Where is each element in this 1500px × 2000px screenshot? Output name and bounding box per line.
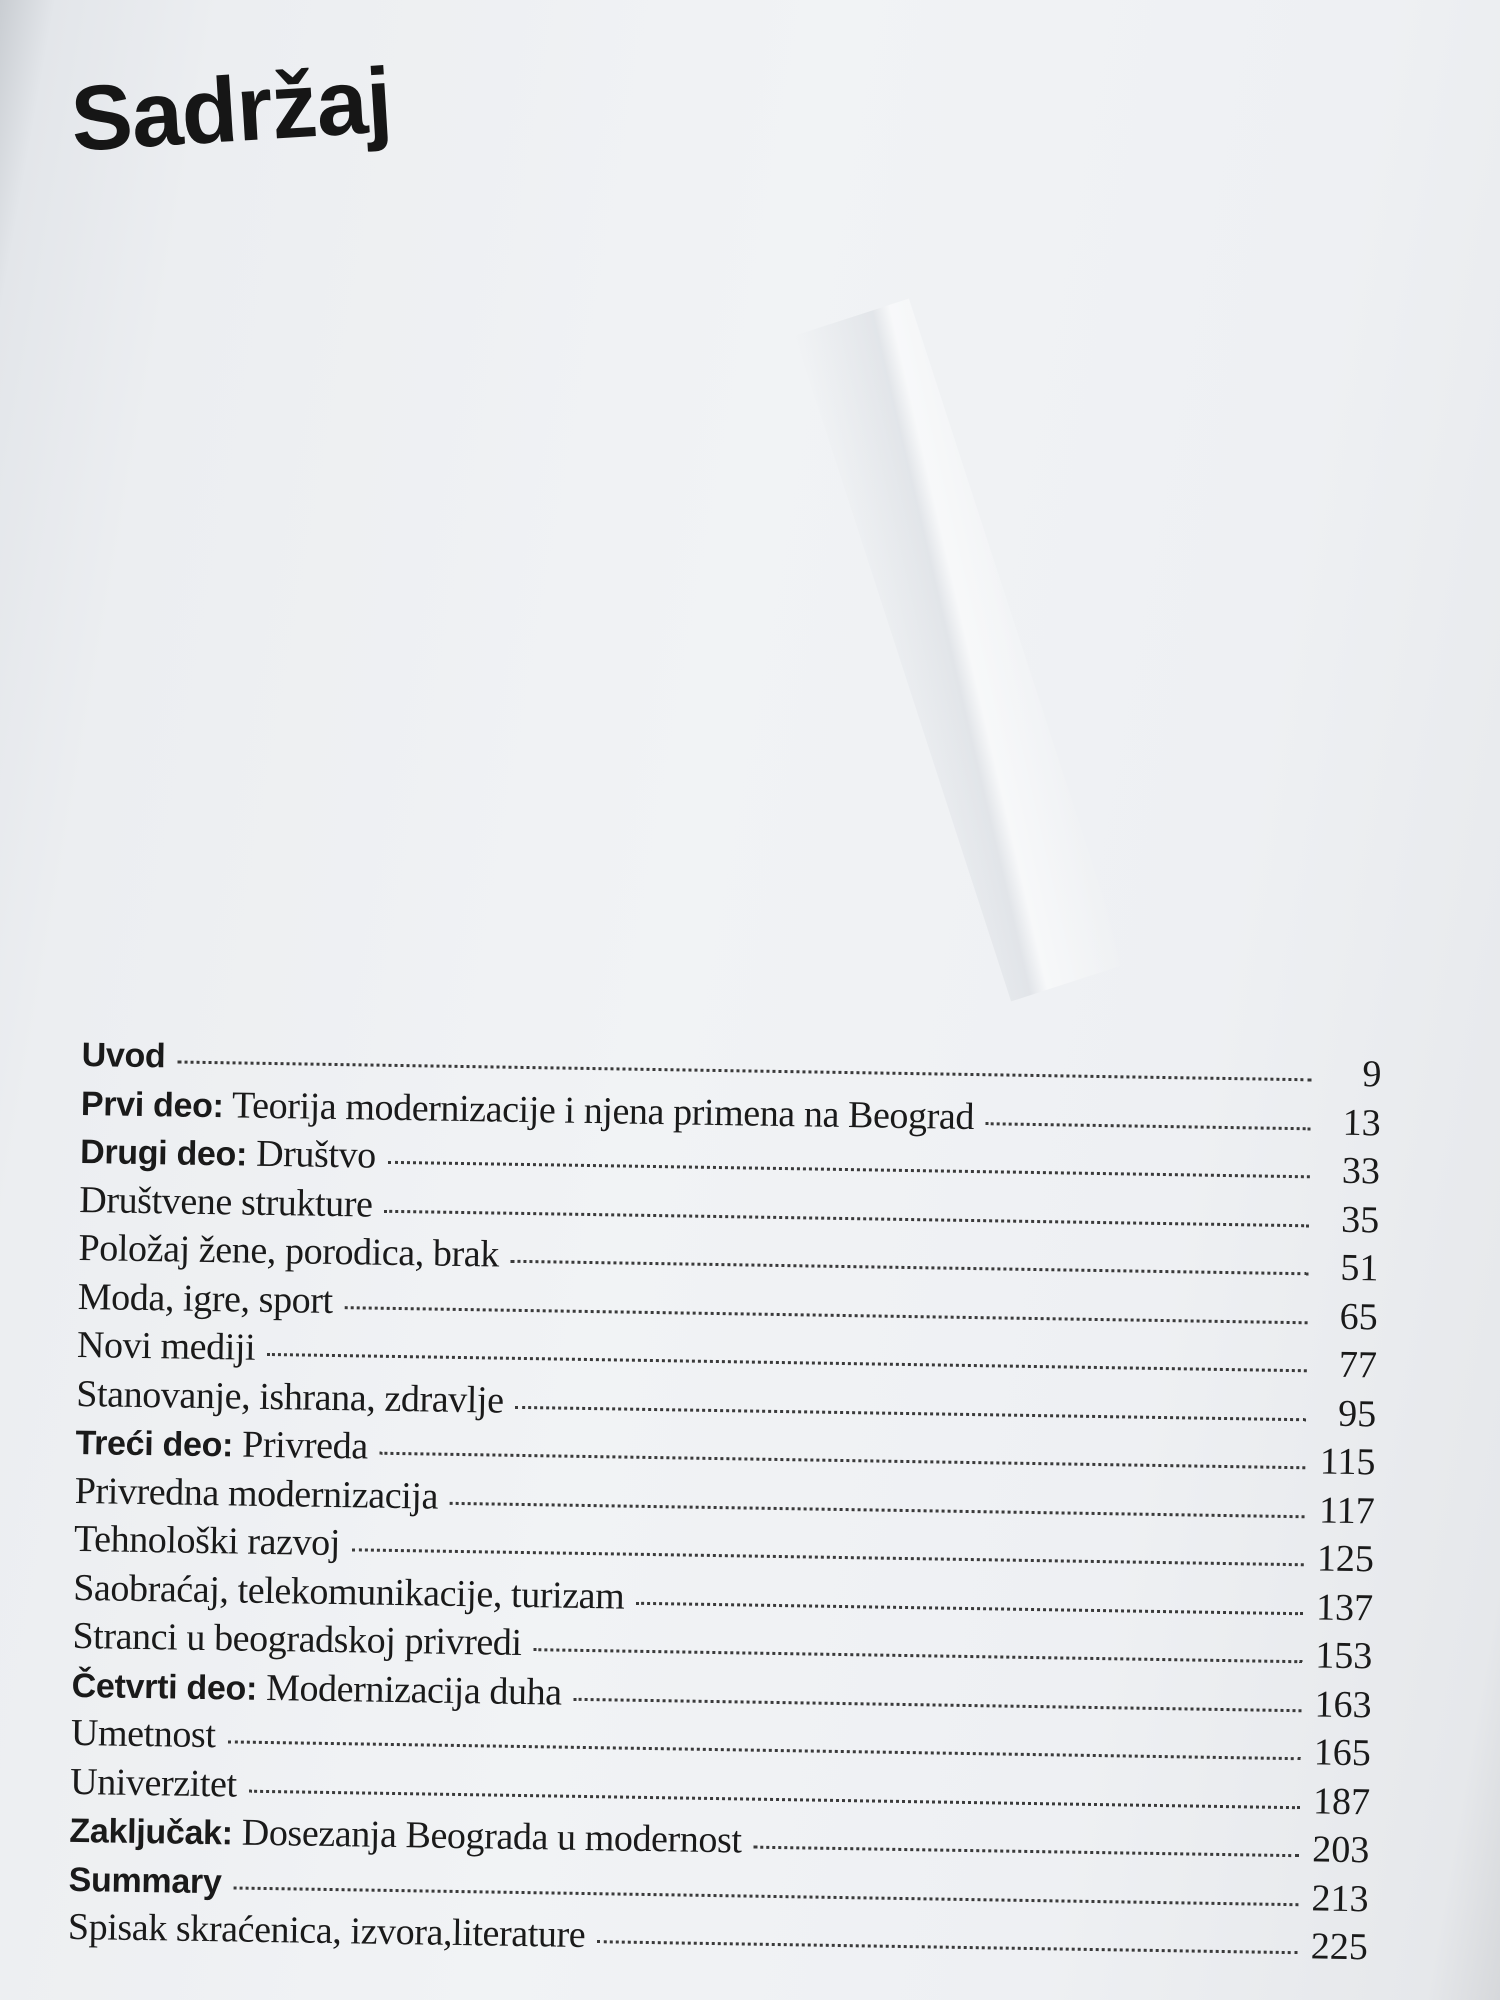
- toc-page-number: 165: [1313, 1731, 1372, 1775]
- toc-page-number: 115: [1319, 1440, 1376, 1484]
- toc-entry-text: Dosezanja Beograda u modernost: [232, 1811, 742, 1862]
- toc-page-number: 35: [1340, 1198, 1380, 1241]
- toc-entry-text: Saobraćaj, telekomunikacije, turizam: [72, 1566, 625, 1618]
- toc-entry-title: [71, 1662, 562, 1714]
- dot-leader: [227, 1740, 1300, 1760]
- toc-entry-title: [69, 1808, 742, 1863]
- toc-entry-part-label: Zaključak:: [69, 1811, 234, 1853]
- toc-page-number: 125: [1316, 1537, 1375, 1581]
- toc-page-number: 65: [1339, 1295, 1379, 1338]
- toc-entry-title: [68, 1905, 586, 1957]
- toc-entry-text: Društvo: [246, 1132, 377, 1177]
- toc-entry-part-label: Četvrti deo:: [71, 1666, 258, 1708]
- toc-entry-title: [68, 1856, 222, 1902]
- toc-page-number: 117: [1318, 1488, 1375, 1532]
- toc-entry-text: Položaj žene, porodica, brak: [78, 1226, 500, 1276]
- dot-leader: [986, 1122, 1311, 1130]
- toc-page-number: 13: [1342, 1101, 1382, 1144]
- toc-entry-title: [77, 1274, 333, 1322]
- toc-entry-part-label: Uvod: [81, 1035, 166, 1076]
- toc-entry-part-label: Treći deo:: [75, 1423, 234, 1465]
- dot-leader: [177, 1061, 1311, 1082]
- toc-page-number: 95: [1337, 1392, 1377, 1435]
- toc-entry-text: Teorija modernizacije i njena primena na Beograd: [223, 1083, 975, 1138]
- toc-entry-text: Privreda: [232, 1423, 369, 1468]
- dot-leader: [636, 1601, 1303, 1614]
- toc-page-number: 225: [1310, 1925, 1369, 1969]
- toc-entry-text: Spisak skraćenica, izvora,literature: [67, 1905, 586, 1957]
- dot-leader: [534, 1648, 1303, 1663]
- toc-entry-text: Modernizacija duha: [256, 1666, 563, 1714]
- toc-entry-title: [70, 1759, 237, 1806]
- toc-entry-title: [77, 1323, 256, 1370]
- toc-entry-text: Stranci u beogradskoj privredi: [72, 1614, 522, 1664]
- toc-entry-text: Moda, igre, sport: [77, 1275, 334, 1322]
- dot-leader: [233, 1886, 1298, 1906]
- toc-entry-text: Univerzitet: [69, 1760, 238, 1806]
- toc-page-number: 33: [1341, 1149, 1381, 1193]
- toc-page-number: 203: [1311, 1828, 1370, 1872]
- dot-leader: [249, 1789, 1300, 1809]
- dot-leader: [597, 1940, 1298, 1954]
- toc-entry-text: Privredna modernizacija: [74, 1469, 439, 1518]
- toc-entry-title: [72, 1614, 522, 1665]
- toc-page-number: 137: [1315, 1585, 1374, 1629]
- dot-leader: [516, 1405, 1307, 1420]
- toc-page-number: 9: [1362, 1053, 1382, 1096]
- paper-crease: [795, 299, 1125, 1002]
- toc-page-number: 187: [1312, 1779, 1371, 1823]
- toc-entry-text: Umetnost: [70, 1711, 216, 1757]
- toc-entry-text: Društvene strukture: [79, 1178, 373, 1226]
- toc-entry-title: [78, 1226, 499, 1277]
- toc-entry-title: [81, 1032, 165, 1077]
- toc-page-number: 51: [1340, 1246, 1379, 1290]
- toc-page-number: 153: [1315, 1634, 1373, 1678]
- toc-entry-part-label: Summary: [68, 1860, 222, 1901]
- toc-entry-title: [79, 1177, 373, 1226]
- page-title: Sadržaj: [68, 49, 394, 171]
- toc-entry-title: [71, 1711, 216, 1757]
- toc-page-number: 163: [1314, 1682, 1372, 1726]
- toc-page-number: 77: [1338, 1343, 1378, 1387]
- dot-leader: [574, 1697, 1302, 1711]
- toc-entry-part-label: Drugi deo:: [79, 1132, 248, 1174]
- dot-leader: [388, 1161, 1310, 1178]
- table-of-contents: [68, 1032, 1382, 1974]
- toc-entry-text: Stanovanje, ishrana, zdravlje: [75, 1372, 504, 1422]
- toc-entry-part-label: Prvi deo:: [80, 1084, 224, 1125]
- toc-entry-text: Novi mediji: [76, 1323, 256, 1369]
- dot-leader: [267, 1353, 1307, 1372]
- toc-entry-title: [74, 1517, 341, 1565]
- toc-entry-title: [73, 1565, 625, 1618]
- dot-leader: [380, 1452, 1306, 1470]
- dot-leader: [345, 1306, 1308, 1324]
- toc-entry-title: [80, 1129, 376, 1178]
- toc-entry-title: [75, 1420, 368, 1469]
- toc-entry-text: Tehnološki razvoj: [73, 1517, 341, 1565]
- dot-leader: [753, 1846, 1299, 1858]
- toc-page-number: 213: [1311, 1876, 1369, 1920]
- dot-leader: [511, 1260, 1309, 1276]
- toc-entry-title: [76, 1371, 504, 1422]
- toc-entry-title: [74, 1468, 438, 1518]
- dot-leader: [352, 1548, 1304, 1566]
- dot-leader: [450, 1501, 1305, 1517]
- dot-leader: [384, 1209, 1309, 1227]
